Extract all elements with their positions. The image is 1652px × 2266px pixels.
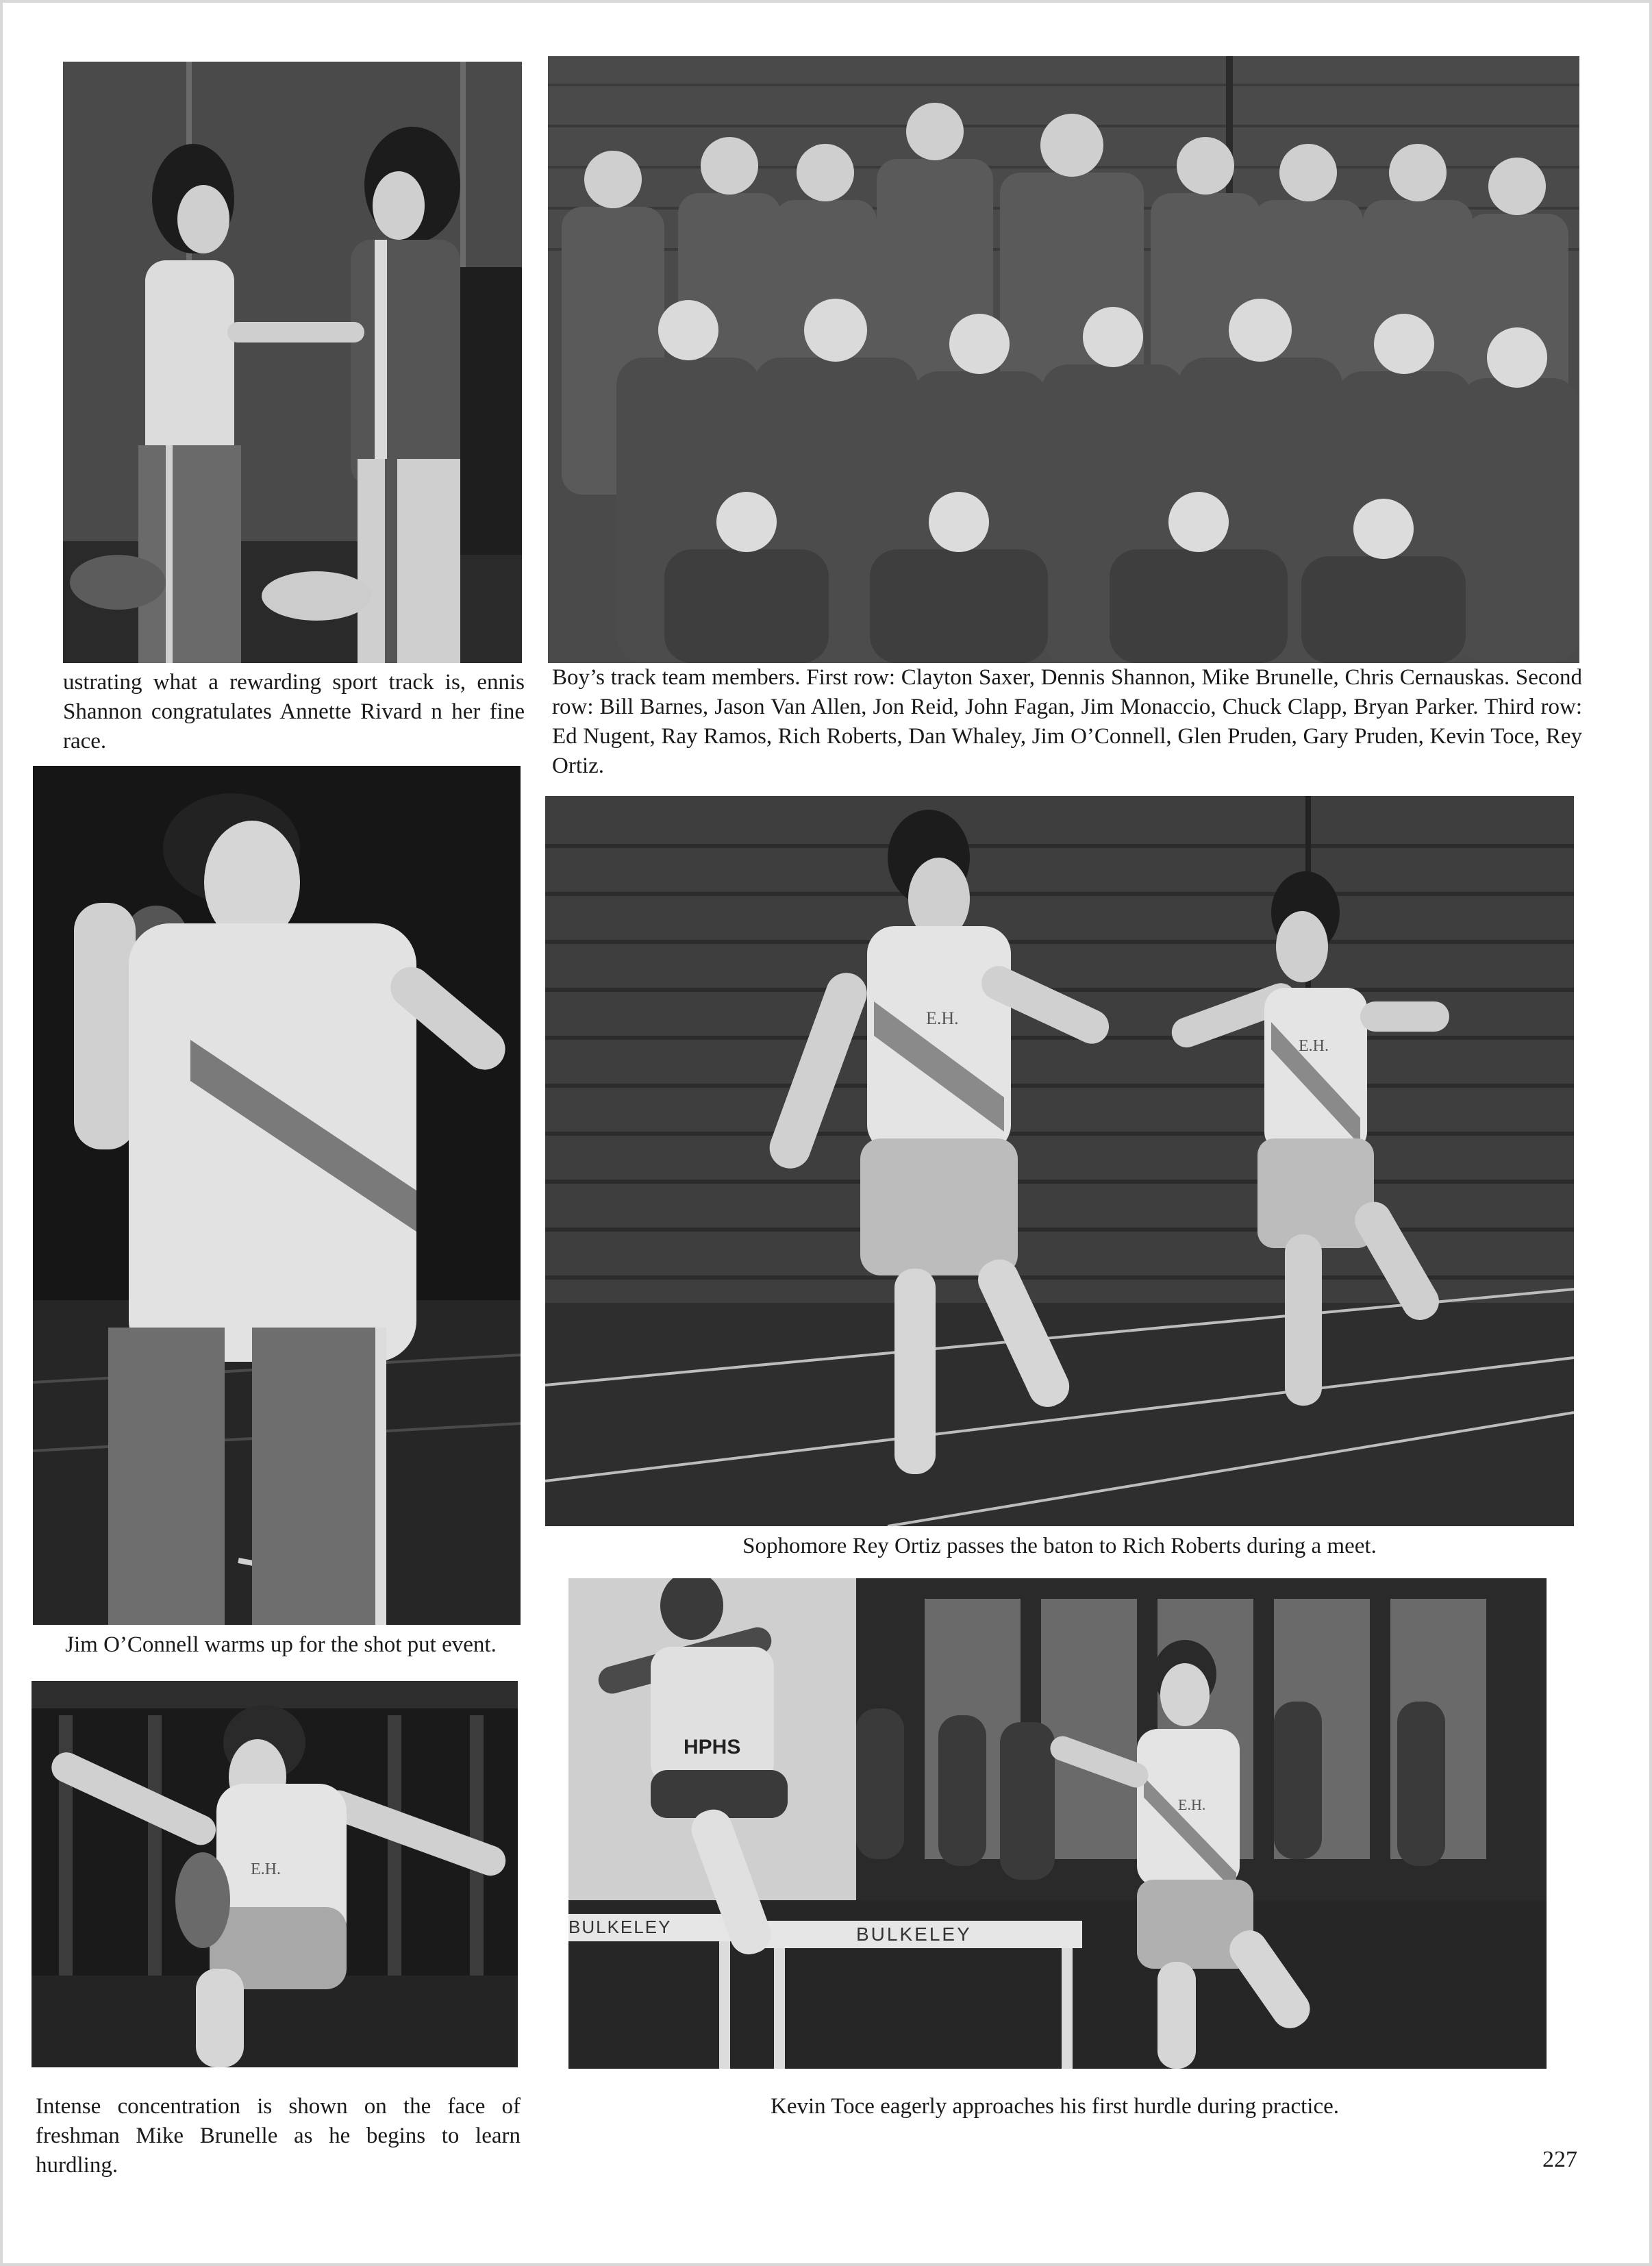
hurdle-left-label: BULKELEY: [568, 1917, 672, 1937]
caption-hurdling-freshman: Intense concentration is shown on the face of freshman Mike Brunelle as he begins to learn hurdling.: [36, 2094, 521, 2178]
photo-team-art: [548, 56, 1579, 663]
photo-hurdling-freshman: [32, 1681, 518, 2067]
jersey-right-label: E.H.: [1299, 1037, 1329, 1055]
photo-relay: [545, 796, 1574, 1526]
caption-team: Boy’s track team members. First row: Clayton Saxer, Dennis Shannon, Mike Brunelle, Chris Cernauskas. Second row: Bill Barnes, Jason Van Allen, Jon Reid, John Fagan, Jim Monaccio, Chuck Clapp, Bryan Parker. Third row: Ed Nugent, Ray Ramos, Rich Roberts, Dan Whaley, Jim O’Connell, Glen Pruden, Gary Pruden, Kevin Toce, Rey Ortiz.: [552, 665, 1582, 778]
caption-congratulations: ustrating what a rewarding sport track is, ennis Shannon congratulates Annette Rivard n her fine race.: [63, 670, 525, 754]
photo-hurdle-practice-art: [568, 1578, 1547, 2069]
page-number: 227: [1542, 2147, 1577, 2172]
jersey-freshman-label: E.H.: [251, 1860, 281, 1878]
photo-team: [548, 56, 1579, 663]
photo-congratulations: [63, 62, 522, 663]
photo-congratulations-art: [63, 62, 522, 663]
photo-shot-put-art: [33, 766, 521, 1625]
photo-shot-put: [33, 766, 521, 1625]
hurdle-right-label: BULKELEY: [856, 1923, 972, 1945]
jersey-hphs-label: HPHS: [684, 1736, 741, 1758]
caption-hurdle-practice: Kevin Toce eagerly approaches his first hurdle during practice.: [770, 2094, 1339, 2119]
caption-relay: Sophomore Rey Ortiz passes the baton to Rich Roberts during a meet.: [742, 1534, 1377, 1558]
photo-hurdle-practice: [568, 1578, 1547, 2069]
photo-relay-art: [545, 796, 1574, 1526]
jersey-toce-label: E.H.: [1178, 1796, 1206, 1813]
caption-shot-put: Jim O’Connell warms up for the shot put event.: [65, 1632, 497, 1657]
jersey-left-label: E.H.: [926, 1008, 959, 1028]
